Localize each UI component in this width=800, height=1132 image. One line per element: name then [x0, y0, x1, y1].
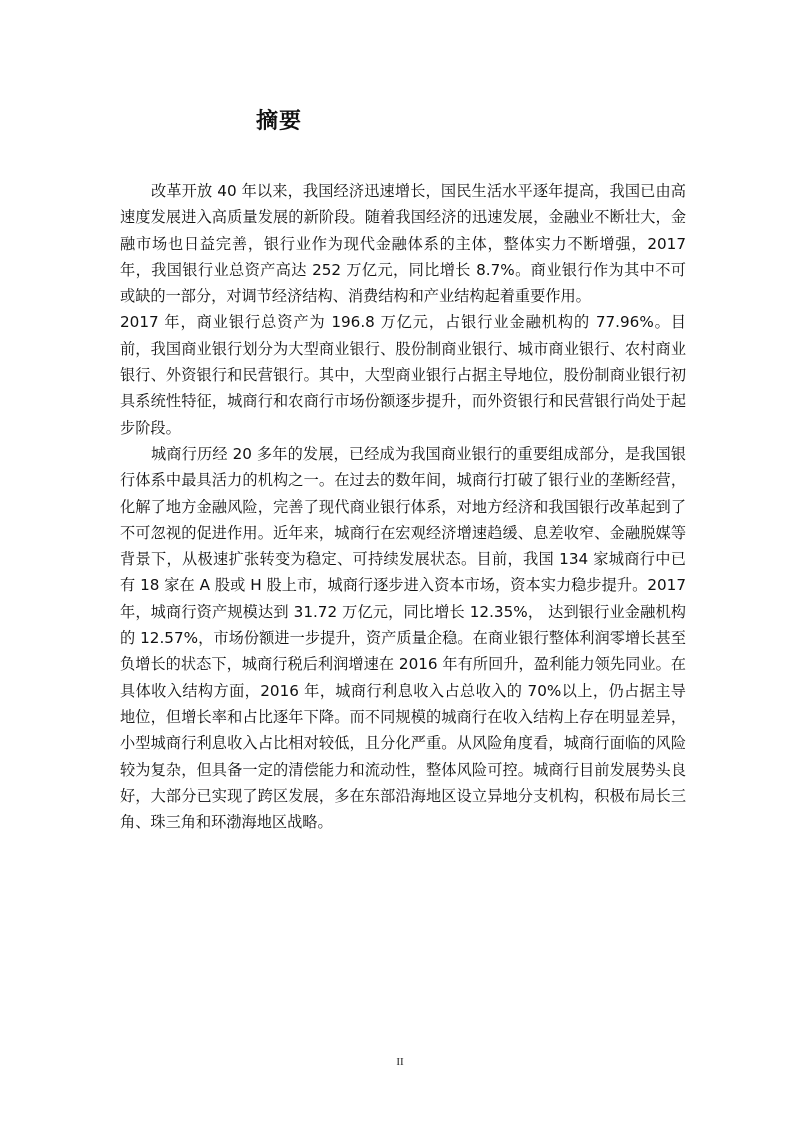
- abstract-body: [120, 178, 686, 835]
- page-title: 摘要: [256, 109, 303, 134]
- paragraph-2: 2017 年，商业银行总资产为 196.8 万亿元，占银行业金融机构的 77.96%。目前，我国商业银行划分为大型商业银行、股份制商业银行、城市商业银行、农村商业银行、外资银行和民营银行。其中，大型商业银行占据主导地位，股份制商业银行初具系统性特征，城商行和农商行市场份额逐步提升，而外资银行和民营银行尚处于起步阶段。: [120, 313, 686, 437]
- paragraph-1: 改革开放 40 年以来，我国经济迅速增长，国民生活水平逐年提高，我国已由高速度发展进入高质量发展的新阶段。随着我国经济的迅速发展，金融业不断壮大，金融市场也日益完善，银行业作为现代金融体系的主体，整体实力不断增强，2017 年，我国银行业总资产高达 252 万亿元，同比增长 8.7%。商业银行作为其中不可或缺的一部分，对调节经济结构、消费结构和产业结构起着重要作用。: [120, 182, 686, 306]
- page-number: II: [396, 1056, 404, 1068]
- paragraph-3: 城商行历经 20 多年的发展，已经成为我国商业银行的重要组成部分，是我国银行体系中最具活力的机构之一。在过去的数年间，城商行打破了银行业的垄断经营，化解了地方金融风险，完善了现代商业银行体系，对地方经济和我国银行改革起到了不可忽视的促进作用。近年来，城商行在宏观经济增速趋缓、息差收窄、金融脱媒等背景下，从极速扩张转变为稳定、可持续发展状态。目前，我国 134 家城商行中已有 18 家在 A 股或 H 股上市，城商行逐步进入资本市场，资本实力稳步提升。2017 年，城商行资产规模达到 31.72 万亿元，同比增长 12.35%， 达到银行业金融机构的 12.57%，市场份额进一步提升，资产质量企稳。在商业银行整体利润零增长甚至负增长的状态下，城商行税后利润增速在 2016 年有所回升，盈利能力领先同业。在具体收入结构方面，2016 年，城商行利息收入占总收入的 70%以上，仍占据主导地位，但增长率和占比逐年下降。而不同规模的城商行在收入结构上存在明显差异，小型城商行利息收入占比相对较低，且分化严重。从风险角度看，城商行面临的风险较为复杂，但具备一定的清偿能力和流动性，整体风险可控。城商行目前发展势头良好，大部分已实现了跨区发展，多在东部沿海地区设立异地分支机构，积极布局长三角、珠三角和环渤海地区战略。: [120, 444, 686, 832]
